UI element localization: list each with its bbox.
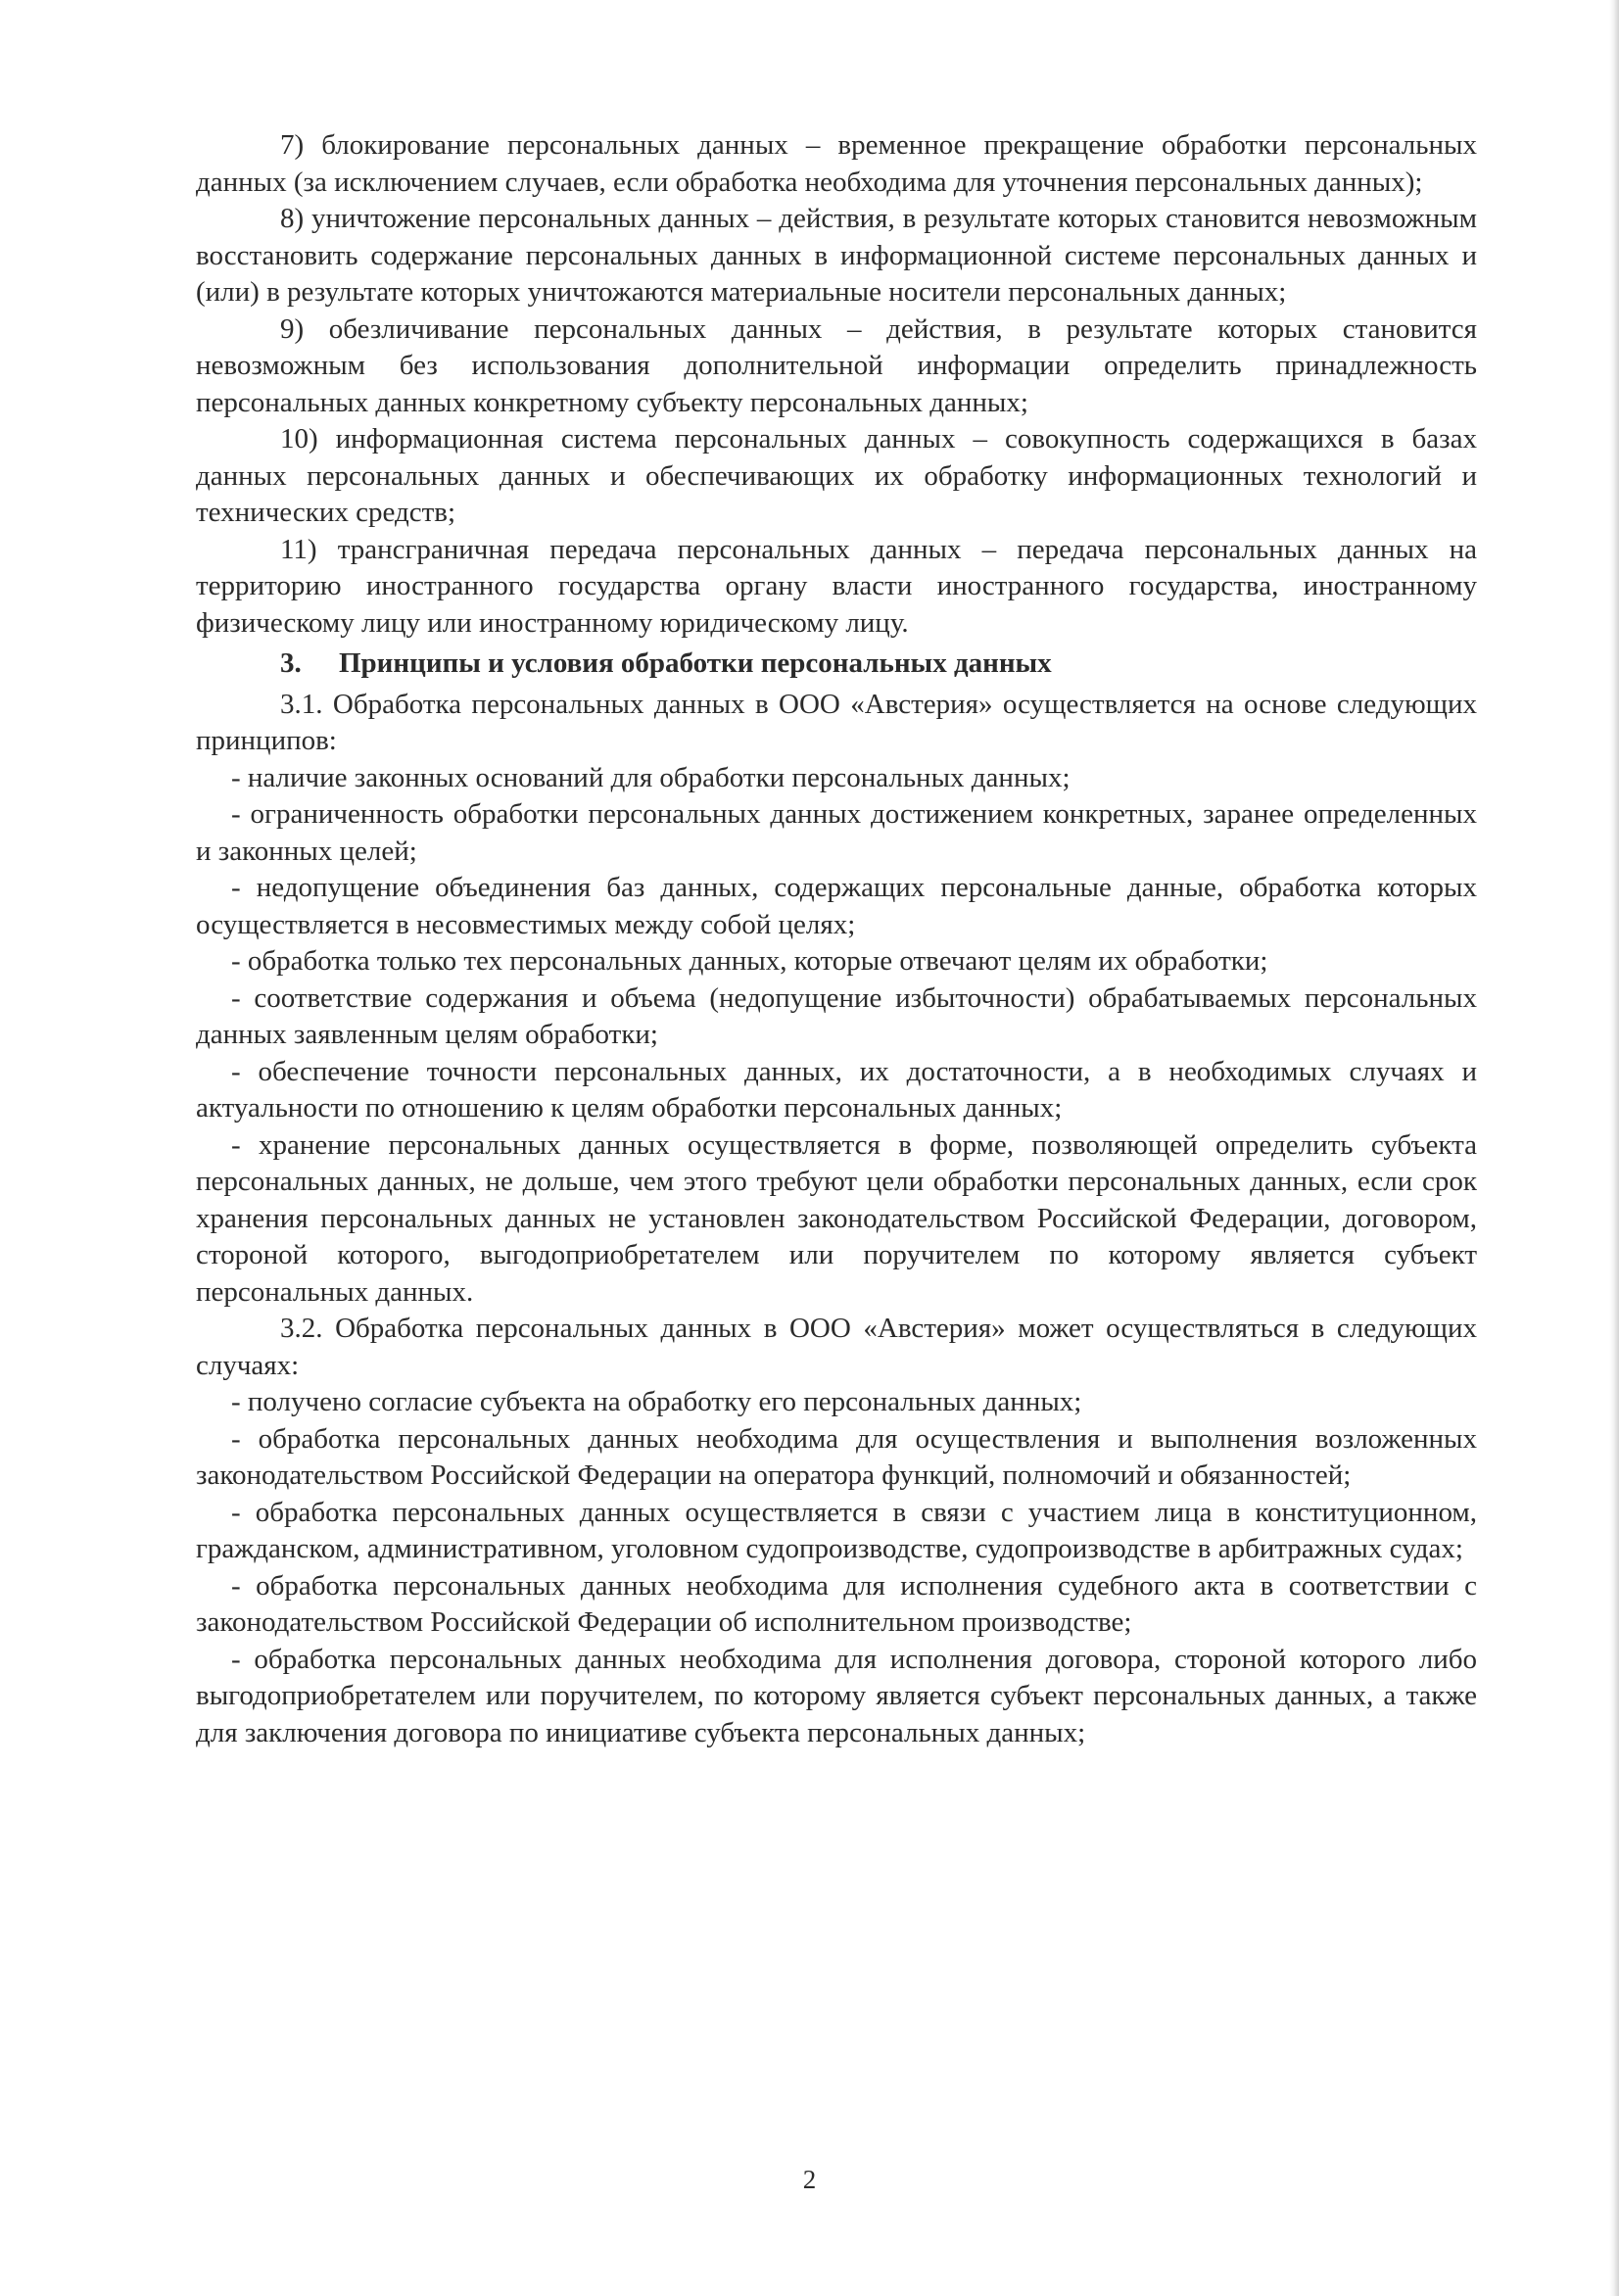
definition-7: 7) блокирование персональных данных – временное прекращение обработки персональных данных (за исключением случаев, если обработка необходима для уточнения персональных данных); [196, 129, 1477, 198]
page-number: 2 [802, 2165, 817, 2194]
list-item: - обеспечение точности персональных данных, их достаточности, а в необходимых случаях и актуальности по отношению к целям обработки персональных данных; [196, 1055, 1477, 1124]
definition-10: 10) информационная система персональных данных – совокупность содержащихся в базах данных персональных данных и обеспечивающих их обработку информационных технологий и технических средств; [196, 423, 1477, 528]
list-item: - хранение персональных данных осуществляется в форме, позволяющей определить субъекта персональных данных, не дольше, чем этого требуют цели обработки персональных данных, если срок хранения персональных данных не установлен законодательством Российской Федерации, договором, стороной которого, выгодоприобретателем или поручителем по которому является субъект персональных данных. [196, 1128, 1477, 1308]
list-item: - ограниченность обработки персональных данных достижением конкретных, заранее определенных и законных целей; [196, 798, 1477, 867]
list-item: - получено согласие субъекта на обработку его персональных данных; [231, 1386, 1082, 1417]
list-item: - обработка персональных данных необходима для осуществления и выполнения возложенных законодательством Российской Федерации на оператора функций, полномочий и обязанностей; [196, 1422, 1477, 1491]
list-item: - недопущение объединения баз данных, содержащих персональные данные, обработка которых осуществляется в несовместимых между собой целях; [196, 872, 1477, 940]
definition-8: 8) уничтожение персональных данных – действия, в результате которых становится невозможным восстановить содержание персональных данных в информационной системе персональных данных и (или) в результате которых уничтожаются материальные носители персональных данных; [196, 203, 1477, 308]
clause-3-2-intro: 3.2. Обработка персональных данных в ООО «Австерия» может осуществляться в следующих случаях: [196, 1313, 1477, 1381]
list-item: - обработка персональных данных осуществляется в связи с участием лица в конституционном, гражданском, административном, уголовном судопроизводстве, судопроизводстве в арбитражных судах; [196, 1496, 1477, 1564]
section-title: Принципы и условия обработки персональных данных [339, 647, 1052, 679]
list-item: - обработка только тех персональных данных, которые отвечают целям их обработки; [231, 945, 1268, 977]
definition-11: 11) трансграничная передача персональных данных – передача персональных данных на территорию иностранного государства органу власти иностранного государства, иностранному физическому лицу или иностранному юридическому лицу. [196, 533, 1477, 639]
document-page [196, 127, 1477, 1751]
definition-9: 9) обезличивание персональных данных – действия, в результате которых становится невозможным без использования дополнительной информации определить принадлежность персональных данных конкретному субъекту персональных данных; [196, 312, 1477, 418]
list-item: - соответствие содержания и объема (недопущение избыточности) обрабатываемых персональных данных заявленным целям обработки; [196, 981, 1477, 1050]
list-item: - обработка персональных данных необходима для исполнения судебного акта в соответствии с законодательством Российской Федерации об исполнительном производстве; [196, 1569, 1477, 1638]
section-number: 3. [280, 647, 302, 679]
section-heading [196, 646, 1477, 683]
list-item: - обработка персональных данных необходима для исполнения договора, стороной которого либо выгодоприобретателем или поручителем, по которому является субъект персональных данных, а также для заключения договора по инициативе субъекта персональных данных; [196, 1643, 1477, 1748]
clause-3-1-intro: 3.1. Обработка персональных данных в ООО «Австерия» осуществляется на основе следующих принципов: [196, 688, 1477, 756]
page-edge-shadow [1609, 0, 1619, 2296]
list-item: - наличие законных оснований для обработки персональных данных; [231, 761, 1071, 793]
